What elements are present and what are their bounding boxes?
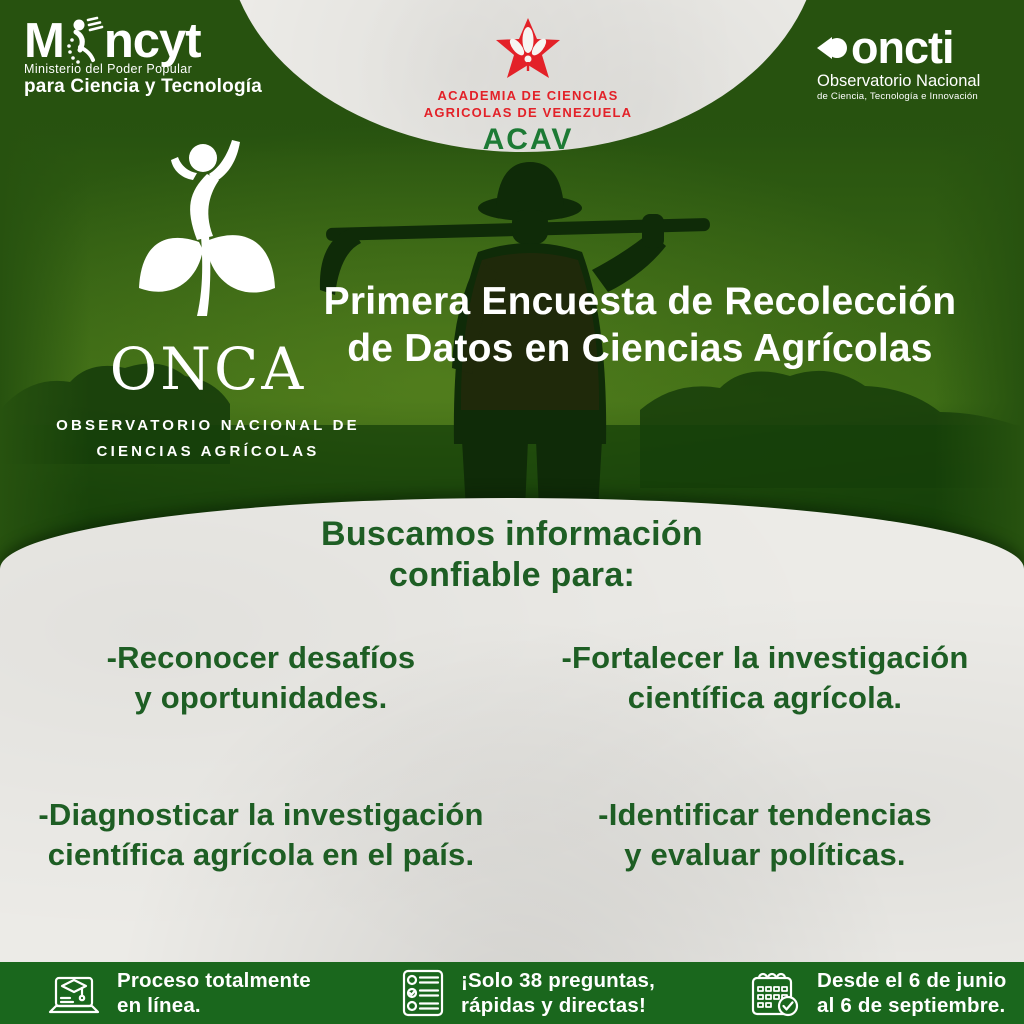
footer-questions-line2: rápidas y directas! — [461, 994, 646, 1017]
goal-3-line1: -Diagnosticar la investigación — [38, 797, 484, 832]
acav-logo — [378, 18, 678, 157]
mincyt-subtitle-1: Ministerio del Poder Popular — [24, 62, 193, 76]
oncti-subtitle-2: de Ciencia, Tecnología e Innovación — [817, 91, 978, 102]
goal-4-line1: -Identificar tendencias — [598, 797, 932, 832]
hero-title-line2: de Datos en Ciencias Agrícolas — [347, 327, 933, 370]
goal-item-4 — [522, 795, 1008, 875]
goal-3-line2: científica agrícola en el país. — [47, 837, 475, 872]
footer-questions-line1: ¡Solo 38 preguntas, — [461, 969, 656, 992]
onca-acronym: ONCA — [109, 335, 307, 403]
oncti-mark-icon — [817, 32, 847, 64]
star-leaf-icon — [492, 18, 564, 82]
intro-line2: confiable para: — [388, 556, 636, 594]
goal-item-3 — [0, 795, 522, 875]
hero-title — [300, 278, 980, 372]
laptop-graduation-icon — [46, 968, 102, 1018]
footer-item-dates — [690, 968, 1007, 1018]
footer-item-questions — [346, 968, 690, 1018]
goal-item-2 — [522, 638, 1008, 718]
acav-name-line2: AGRICOLAS DE VENEZUELA — [423, 105, 633, 120]
mincyt-figure-icon — [64, 16, 104, 64]
footer-online-line1: Proceso totalmente — [117, 969, 311, 992]
goal-item-1 — [18, 638, 504, 718]
acav-acronym: ACAV — [482, 123, 574, 156]
checklist-icon — [400, 968, 446, 1018]
footer-bar — [0, 962, 1024, 1024]
onca-subtitle — [48, 413, 368, 465]
oncti-logo — [817, 22, 1002, 102]
goal-2-line1: -Fortalecer la investigación — [561, 640, 969, 675]
footer-dates-line1: Desde el 6 de junio — [817, 969, 1007, 992]
oncti-wordmark — [817, 22, 1002, 73]
footer-online-text — [117, 968, 311, 1018]
content-section — [0, 498, 1024, 1024]
mincyt-word-pre: M — [24, 14, 64, 68]
footer-questions-text — [461, 968, 655, 1018]
footer-dates-line2: al 6 de septiembre. — [817, 994, 1006, 1017]
intro-line1: Buscamos información — [321, 515, 703, 553]
oncti-word: oncti — [851, 22, 954, 73]
acav-name-line1: ACADEMIA DE CIENCIAS — [437, 88, 619, 103]
mincyt-word-post: ncyt — [103, 14, 201, 68]
mincyt-logo — [24, 16, 262, 98]
calendar-check-icon — [750, 968, 802, 1018]
goal-1-line2: y oportunidades. — [134, 680, 388, 715]
mincyt-wordmark — [24, 16, 262, 66]
goal-2-line2: científica agrícola. — [627, 680, 903, 715]
goal-4-line2: y evaluar políticas. — [624, 837, 906, 872]
mincyt-subtitle-2: para Ciencia y Tecnología — [24, 76, 263, 97]
footer-dates-text — [817, 968, 1007, 1018]
onca-subtitle-2: CIENCIAS AGRÍCOLAS — [96, 443, 320, 460]
footer-online-line2: en línea. — [117, 994, 201, 1017]
intro-heading — [0, 514, 1024, 596]
hero-title-line1: Primera Encuesta de Recolección — [323, 280, 957, 323]
footer-item-online — [0, 968, 346, 1018]
oncti-subtitle-1: Observatorio Nacional — [817, 72, 981, 90]
onca-subtitle-1: OBSERVATORIO NACIONAL DE — [56, 417, 360, 434]
person-plant-icon — [123, 140, 293, 340]
goal-1-line1: -Reconocer desafíos — [106, 640, 416, 675]
